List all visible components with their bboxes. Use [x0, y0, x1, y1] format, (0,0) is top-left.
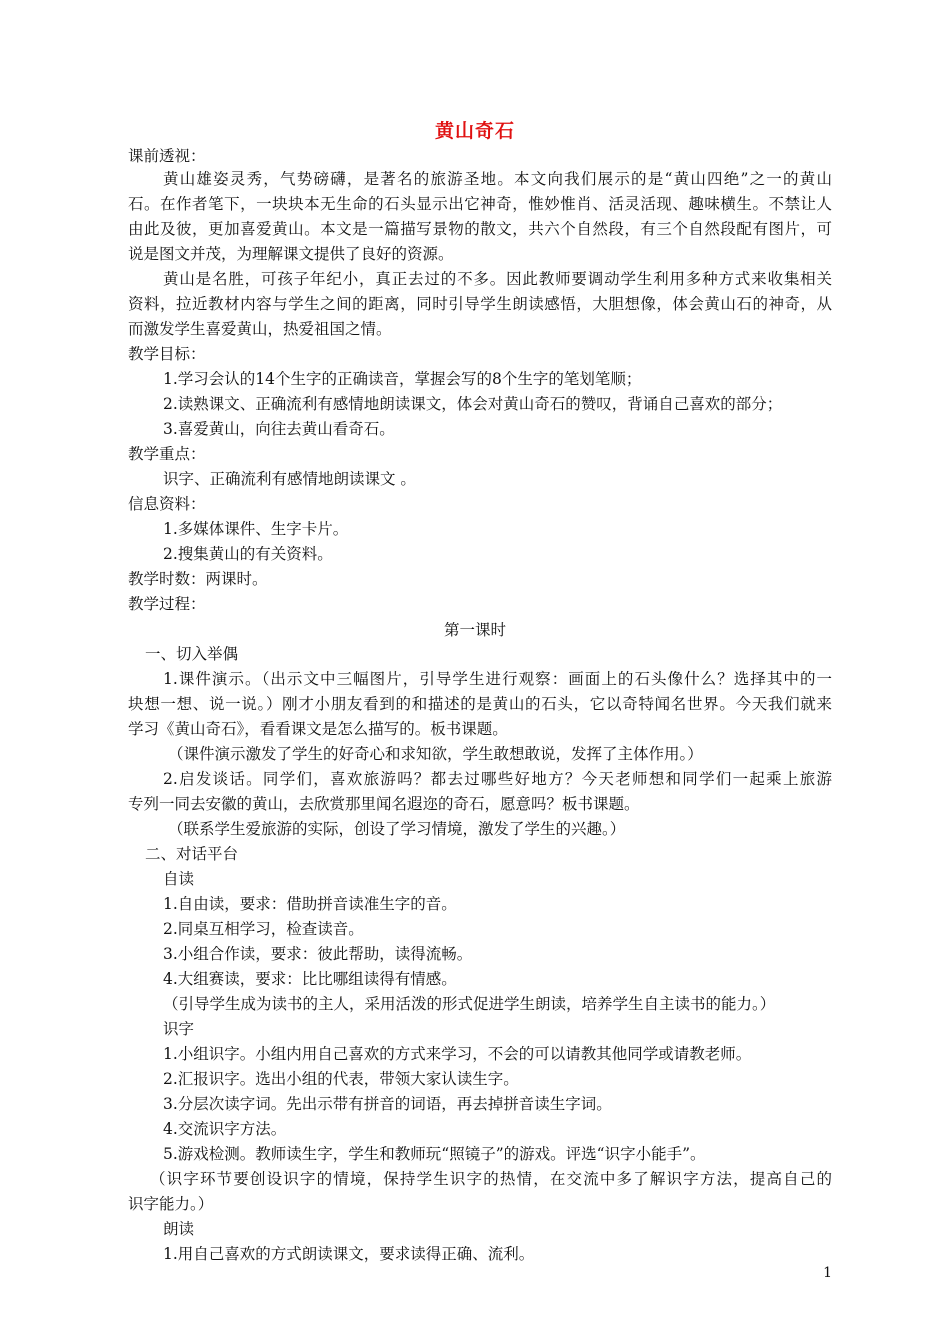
text-line: 说是图文并茂，为理解课文提供了良好的资源。: [128, 245, 454, 263]
text-line: 1.多媒体课件、生字卡片。: [163, 520, 349, 538]
text-line: 课前透视：: [128, 147, 206, 165]
text-line: 学习《黄山奇石》，看看课文是怎么描写的。板书课题。: [128, 720, 508, 738]
text-line: 2.汇报识字。选出小组的代表，带领大家认读生字。: [163, 1070, 519, 1088]
text-line: 识字、正确流利有感情地朗读课文 。: [163, 470, 416, 488]
text-line: 石。在作者笔下，一块块本无生命的石头显示出它神奇，惟妙惟肖、活灵活现、趣味横生。不禁让人: [128, 195, 832, 213]
text-line: 信息资料：: [128, 495, 206, 513]
document-title: 黄山奇石: [434, 120, 515, 142]
text-line: 3.喜爱黄山，向往去黄山看奇石。: [163, 420, 395, 438]
text-line: （引导学生成为读书的主人，采用活泼的形式促进学生朗读，培养学生自主读书的能力。）: [163, 995, 776, 1013]
text-line: 1.小组识字。小组内用自己喜欢的方式来学习，不会的可以请教其他同学或请教老师。: [163, 1045, 752, 1063]
text-line: 教学时数：两课时。: [128, 570, 268, 588]
text-line: 资料，拉近教材内容与学生之间的距离，同时引导学生朗读感悟，大胆想像，体会黄山石的神奇，从: [128, 295, 832, 313]
text-line: 识字能力。）: [128, 1195, 214, 1213]
text-line: 而激发学生喜爱黄山，热爱祖国之情。: [128, 320, 392, 338]
text-line: 一、切入举偶: [145, 645, 239, 663]
text-line: 教学重点：: [128, 445, 206, 463]
text-line: 教学过程：: [128, 595, 206, 613]
text-line: 由此及彼，更加喜爱黄山。本文是一篇描写景物的散文，共六个自然段，有三个自然段配有图片，可: [128, 220, 832, 238]
text-line: 教学目标：: [128, 345, 206, 363]
text-line: 朗读: [163, 1220, 195, 1238]
text-line: 5.游戏检测。教师读生字，学生和教师玩“照镜子”的游戏。评选“识字小能手”。: [163, 1145, 706, 1163]
text-line: 3.小组合作读，要求：彼此帮助，读得流畅。: [163, 945, 473, 963]
page-number: 1: [823, 1265, 832, 1281]
text-line: 4.大组赛读，要求：比比哪组读得有情感。: [163, 970, 457, 988]
text-line: 第一课时: [443, 621, 506, 639]
text-line: （课件演示激发了学生的好奇心和求知欲，学生敢想敢说，发挥了主体作用。）: [168, 745, 703, 763]
text-line: 块想一想、说一说。）刚才小朋友看到的和描述的是黄山的石头，它以奇特闻名世界。今天我们就来: [128, 695, 832, 713]
text-line: 二、对话平台: [145, 845, 239, 863]
text-line: 1.用自己喜欢的方式朗读课文，要求读得正确、流利。: [163, 1245, 535, 1263]
text-line: 4.交流识字方法。: [163, 1120, 287, 1138]
text-line: 自读: [163, 870, 195, 888]
text-line: 识字: [163, 1020, 195, 1038]
text-line: 2.启发谈话。同学们，喜欢旅游吗？都去过哪些好地方？今天老师想和同学们一起乘上旅游: [163, 770, 832, 788]
text-line: 2.读熟课文、正确流利有感情地朗读课文，体会对黄山奇石的赞叹，背诵自己喜欢的部分；: [163, 395, 783, 413]
text-line: 1.课件演示。（出示文中三幅图片，引导学生进行观察：画面上的石头像什么？选择其中的一: [163, 670, 832, 688]
text-line: 1.学习会认的14个生字的正确读音，掌握会写的8个生字的笔划笔顺；: [163, 370, 642, 388]
text-line: 黄山雄姿灵秀，气势磅礴，是著名的旅游圣地。本文向我们展示的是“黄山四绝”之一的黄山: [163, 170, 832, 188]
text-line: 1.自由读，要求：借助拼音读准生字的音。: [163, 895, 457, 913]
text-line: 专列一同去安徽的黄山，去欣赏那里闻名遐迩的奇石，愿意吗？板书课题。: [128, 795, 640, 813]
text-line: （联系学生爱旅游的实际，创设了学习情境，激发了学生的兴趣。）: [168, 820, 626, 838]
text-line: （识字环节要创设识字的情境，保持学生识字的热情，在交流中多了解识字方法，提高自己的: [150, 1170, 832, 1188]
text-line: 2.同桌互相学习，检查读音。: [163, 920, 364, 938]
text-line: 黄山是名胜，可孩子年纪小，真正去过的不多。因此教师要调动学生利用多种方式来收集相关: [163, 270, 832, 288]
text-line: 2.搜集黄山的有关资料。: [163, 545, 333, 563]
text-line: 3.分层次读字词。先出示带有拼音的词语，再去掉拼音读生字词。: [163, 1095, 612, 1113]
